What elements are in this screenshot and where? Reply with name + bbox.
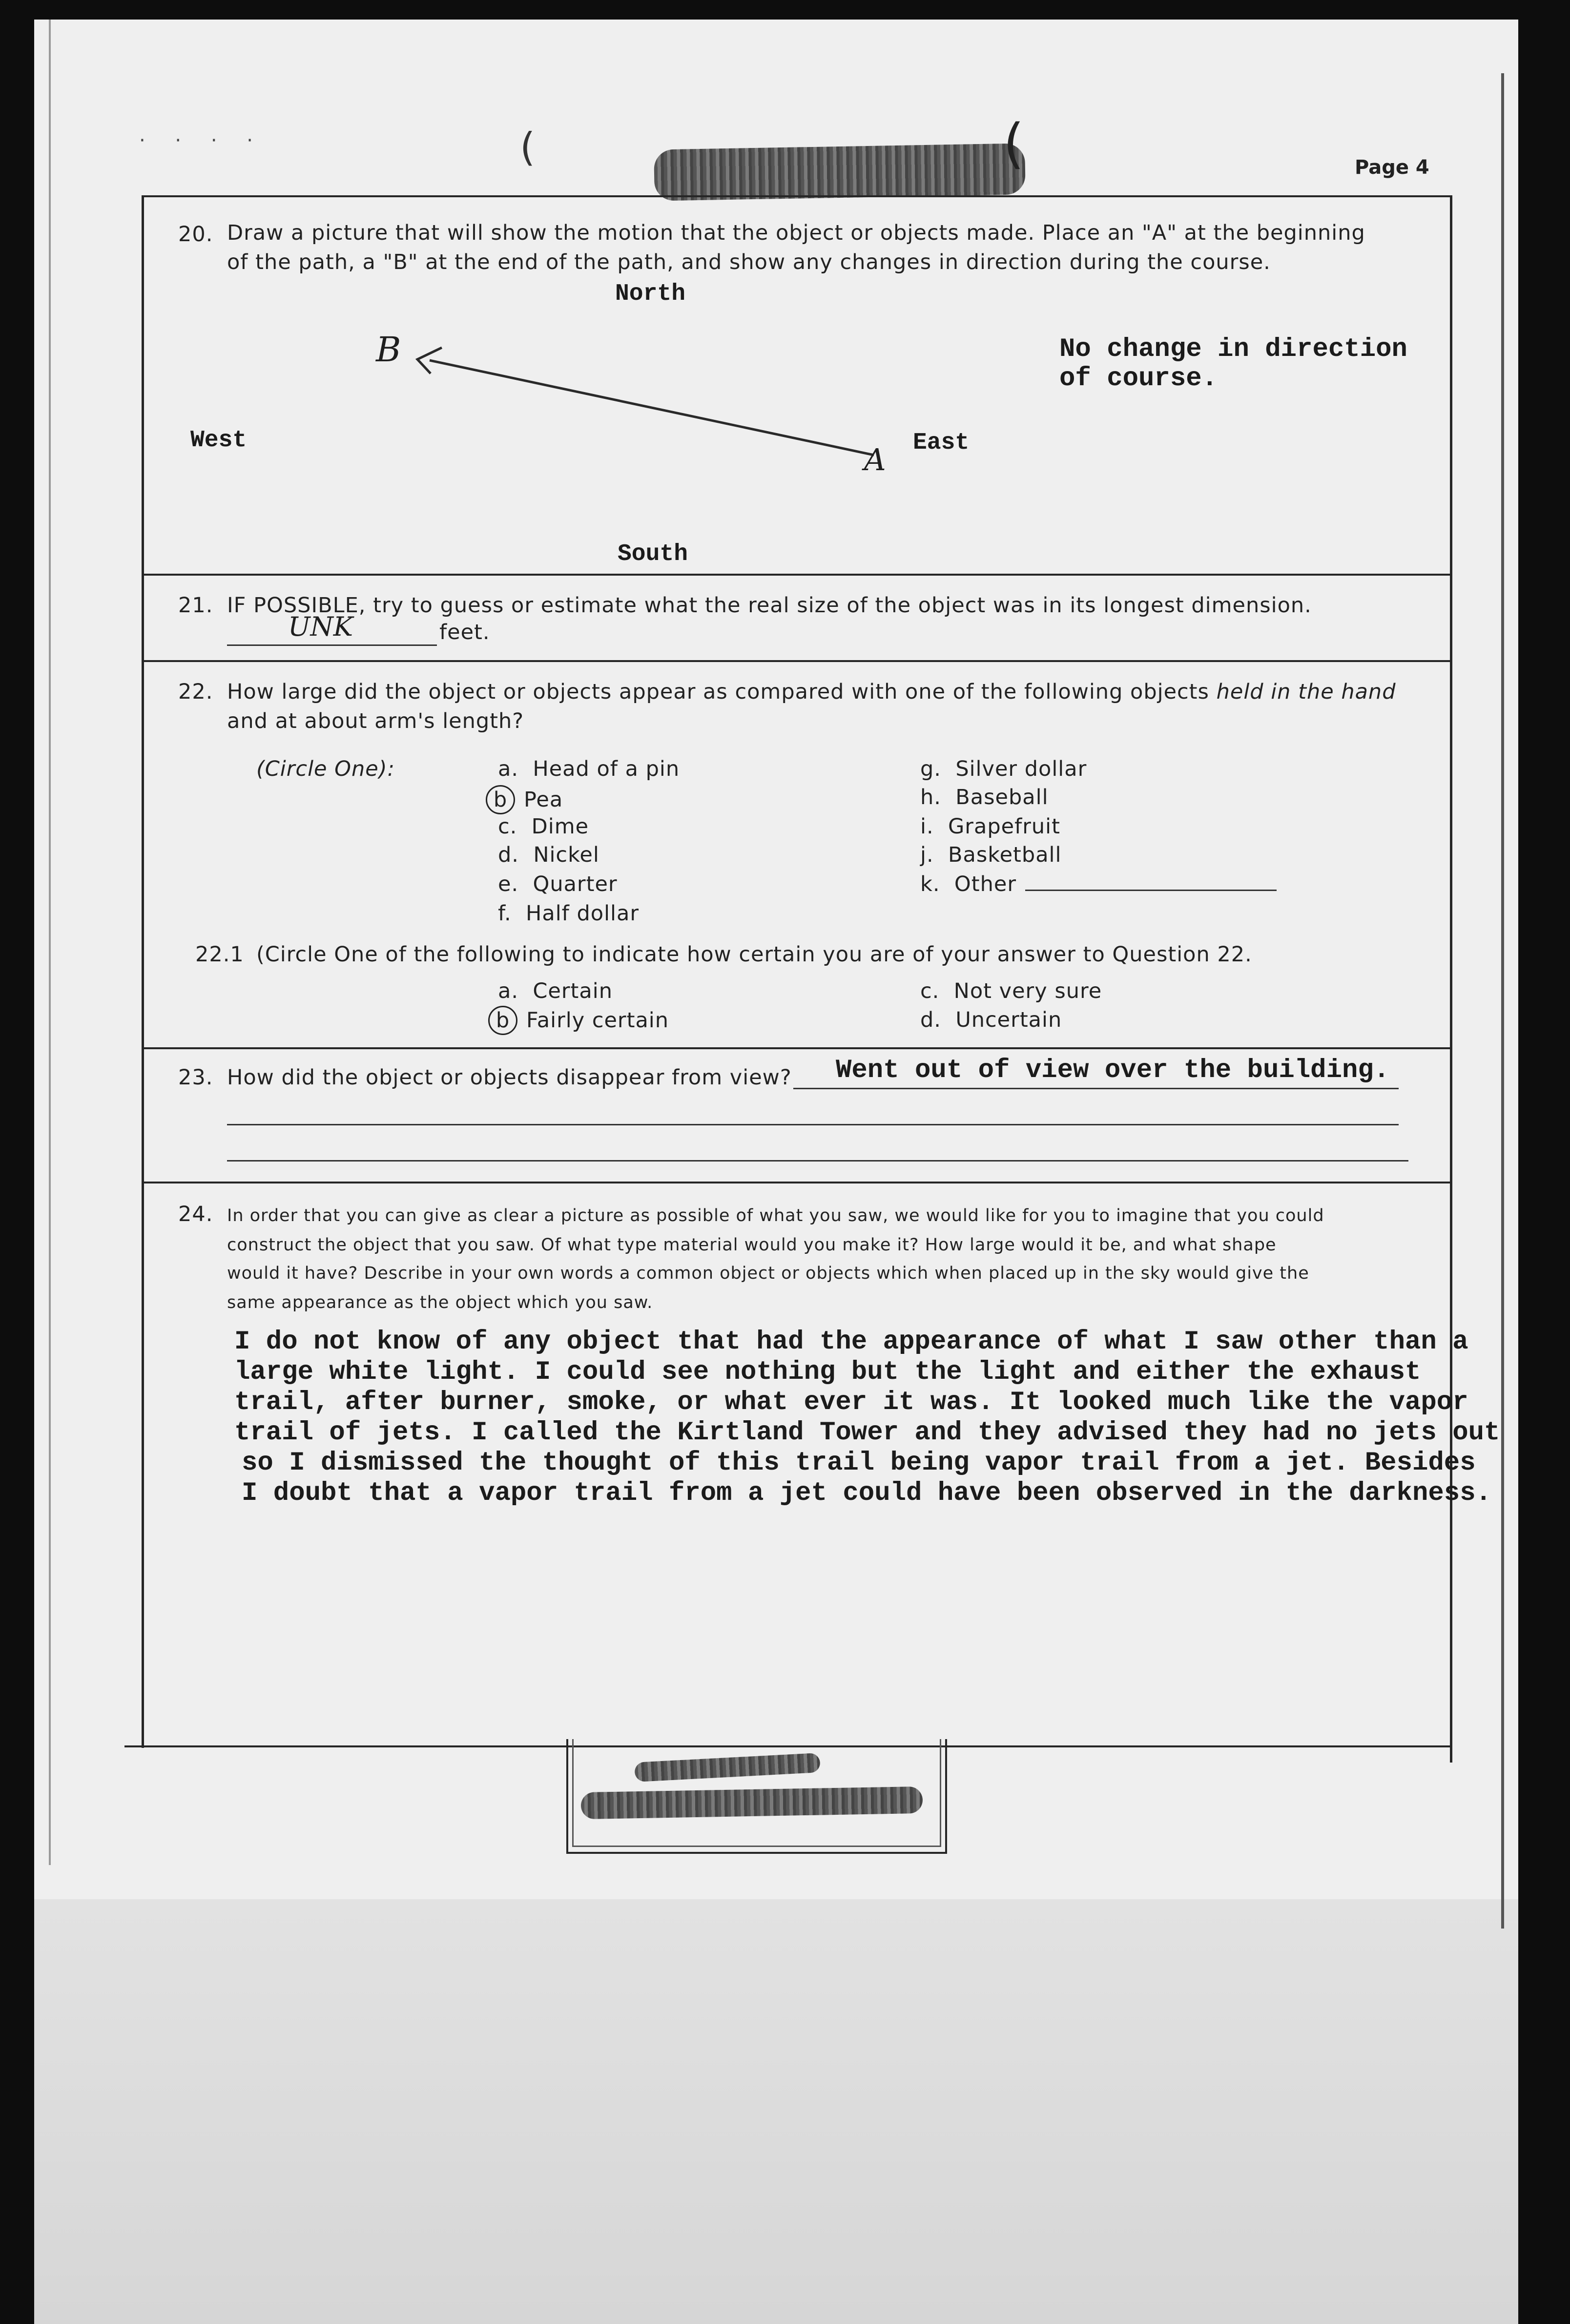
option-letter: c. — [920, 979, 940, 1003]
q24-answer-line3: trail, after burner, smoke, or what ever it was. It looked much like the vapor — [234, 1388, 1468, 1417]
compass-south: South — [618, 541, 688, 567]
q22-option-i[interactable] — [920, 814, 1060, 839]
divider-22-23 — [142, 1047, 1450, 1049]
option-letter: f. — [498, 901, 512, 926]
q22-other-field[interactable] — [1025, 890, 1277, 891]
q21-unit: feet. — [439, 620, 490, 644]
option-letter: b — [496, 1008, 510, 1033]
q22-1-option-b-selected[interactable] — [488, 1006, 669, 1035]
q20-answer-line2: of course. — [1059, 364, 1218, 394]
selection-circle — [486, 785, 515, 814]
q24-answer-line5: so I dismissed the thought of this trail being vapor trail from a jet. Besides — [242, 1448, 1476, 1478]
compass-east: East — [913, 430, 970, 456]
q20-answer-line1: No change in direction — [1059, 334, 1407, 364]
q22-option-j[interactable] — [920, 843, 1061, 867]
motion-path-line — [430, 360, 874, 455]
path-start-mark-a: A — [864, 442, 886, 477]
q21-answer: UNK — [288, 611, 353, 642]
option-label: Not very sure — [953, 979, 1102, 1003]
q22-1-text: (Circle One of the following to indicate how certain you are of your answer to Question 22. — [256, 942, 1252, 967]
option-label: Basketball — [948, 843, 1062, 867]
option-label: Uncertain — [955, 1008, 1062, 1032]
q21-text: IF POSSIBLE, try to guess or estimate what the real size of the object was in its longest dimension. — [227, 593, 1312, 618]
compass-west: West — [190, 427, 247, 454]
option-label: Other — [954, 872, 1017, 896]
divider-23-24 — [142, 1182, 1450, 1183]
q22-text-emphasis: held in the hand — [1216, 680, 1396, 704]
selection-circle — [488, 1006, 517, 1035]
q22-option-g[interactable] — [920, 757, 1087, 781]
option-letter: g. — [920, 757, 941, 781]
q22-option-f[interactable] — [498, 901, 639, 926]
q24-number: 24. — [178, 1202, 213, 1226]
option-letter: a. — [498, 757, 519, 781]
option-letter: e. — [498, 872, 519, 896]
option-label: Certain — [533, 979, 613, 1003]
q23-text: How did the object or objects disappear from view? — [227, 1065, 792, 1090]
q22-instruction: (Circle One): — [256, 757, 395, 781]
option-letter: i. — [920, 814, 934, 839]
q24-text-line2: construct the object that you saw. Of what type material would you make it? How large would it be, and what shape — [227, 1235, 1277, 1255]
option-label: Silver dollar — [955, 757, 1087, 781]
q22-text-main: How large did the object or objects appear as compared with one of the following objects — [227, 680, 1217, 704]
bracket-mark-left: ( — [520, 124, 536, 170]
option-letter: h. — [920, 785, 941, 809]
q24-text-line3: would it have? Describe in your own words a common object or objects which when placed up in the sky would give the — [227, 1264, 1309, 1283]
motion-path-diagram — [0, 0, 1570, 537]
option-label: Quarter — [533, 872, 618, 896]
q23-answer-line1[interactable] — [793, 1088, 1399, 1089]
q22-option-k[interactable] — [920, 872, 1016, 896]
q24-answer-line6: I doubt that a vapor trail from a jet could have been observed in the darkness. — [242, 1478, 1492, 1508]
option-letter: a. — [498, 979, 519, 1003]
q24-text-line4: same appearance as the object which you saw. — [227, 1293, 653, 1312]
q22-text-line1 — [227, 680, 1396, 704]
path-end-mark-b: B — [376, 330, 401, 370]
divider-20-21 — [142, 574, 1450, 576]
option-label: Nickel — [533, 843, 599, 867]
q21-number: 21. — [178, 593, 213, 618]
q20-text-line2: of the path, a "B" at the end of the path, and show any changes in direction during the course. — [227, 250, 1271, 274]
q24-answer-line1: I do not know of any object that had the appearance of what I saw other than a — [234, 1327, 1468, 1357]
q22-option-a[interactable] — [498, 757, 680, 781]
q22-1-number: 22.1 — [195, 942, 244, 967]
option-label: Grapefruit — [948, 814, 1060, 839]
option-label: Baseball — [955, 785, 1049, 809]
option-label: Head of a pin — [533, 757, 680, 781]
q22-option-d[interactable] — [498, 843, 599, 867]
option-label: Fairly certain — [526, 1008, 669, 1033]
q22-option-e[interactable] — [498, 872, 618, 896]
q23-answer-line2[interactable] — [227, 1124, 1399, 1125]
option-letter: j. — [920, 843, 934, 867]
scan-bottom-margin — [34, 1899, 1518, 2324]
q22-1-option-d[interactable] — [920, 1008, 1062, 1032]
option-letter: c. — [498, 814, 517, 839]
option-letter: d. — [498, 843, 519, 867]
q20-number: 20. — [178, 222, 213, 247]
q24-text-line1: In order that you can give as clear a picture as possible of what you saw, we would like for you to imagine that you could — [227, 1206, 1324, 1225]
q23-answer: Went out of view over the building. — [836, 1056, 1390, 1085]
q24-answer-line2: large white light. I could see nothing but the light and either the exhaust — [234, 1357, 1421, 1387]
q22-1-option-a[interactable] — [498, 979, 613, 1003]
q23-number: 23. — [178, 1065, 213, 1090]
bracket-mark-right: ( — [1003, 112, 1024, 175]
q22-option-h[interactable] — [920, 785, 1049, 809]
compass-north: North — [615, 281, 686, 307]
q22-text-line2: and at about arm's length? — [227, 709, 524, 733]
page-number: Page 4 — [1355, 156, 1429, 179]
option-label: Half dollar — [526, 901, 639, 926]
option-letter: d. — [920, 1008, 941, 1032]
q23-answer-line3[interactable] — [227, 1160, 1408, 1162]
q22-1-option-c[interactable] — [920, 979, 1102, 1003]
q20-text-line1: Draw a picture that will show the motion that the object or objects made. Place an "A" at the beginning — [227, 221, 1365, 245]
divider-21-22 — [142, 660, 1450, 662]
q21-answer-line — [227, 644, 437, 646]
q22-option-b-selected[interactable] — [486, 785, 563, 814]
q22-number: 22. — [178, 680, 213, 704]
option-letter: k. — [920, 872, 940, 896]
option-label: Dime — [531, 814, 589, 839]
option-label: Pea — [524, 788, 563, 812]
option-letter: b — [493, 788, 508, 812]
q24-answer-line4: trail of jets. I called the Kirtland Tower and they advised they had no jets out — [234, 1418, 1500, 1448]
specks: · · · · — [139, 129, 265, 152]
q22-option-c[interactable] — [498, 814, 589, 839]
